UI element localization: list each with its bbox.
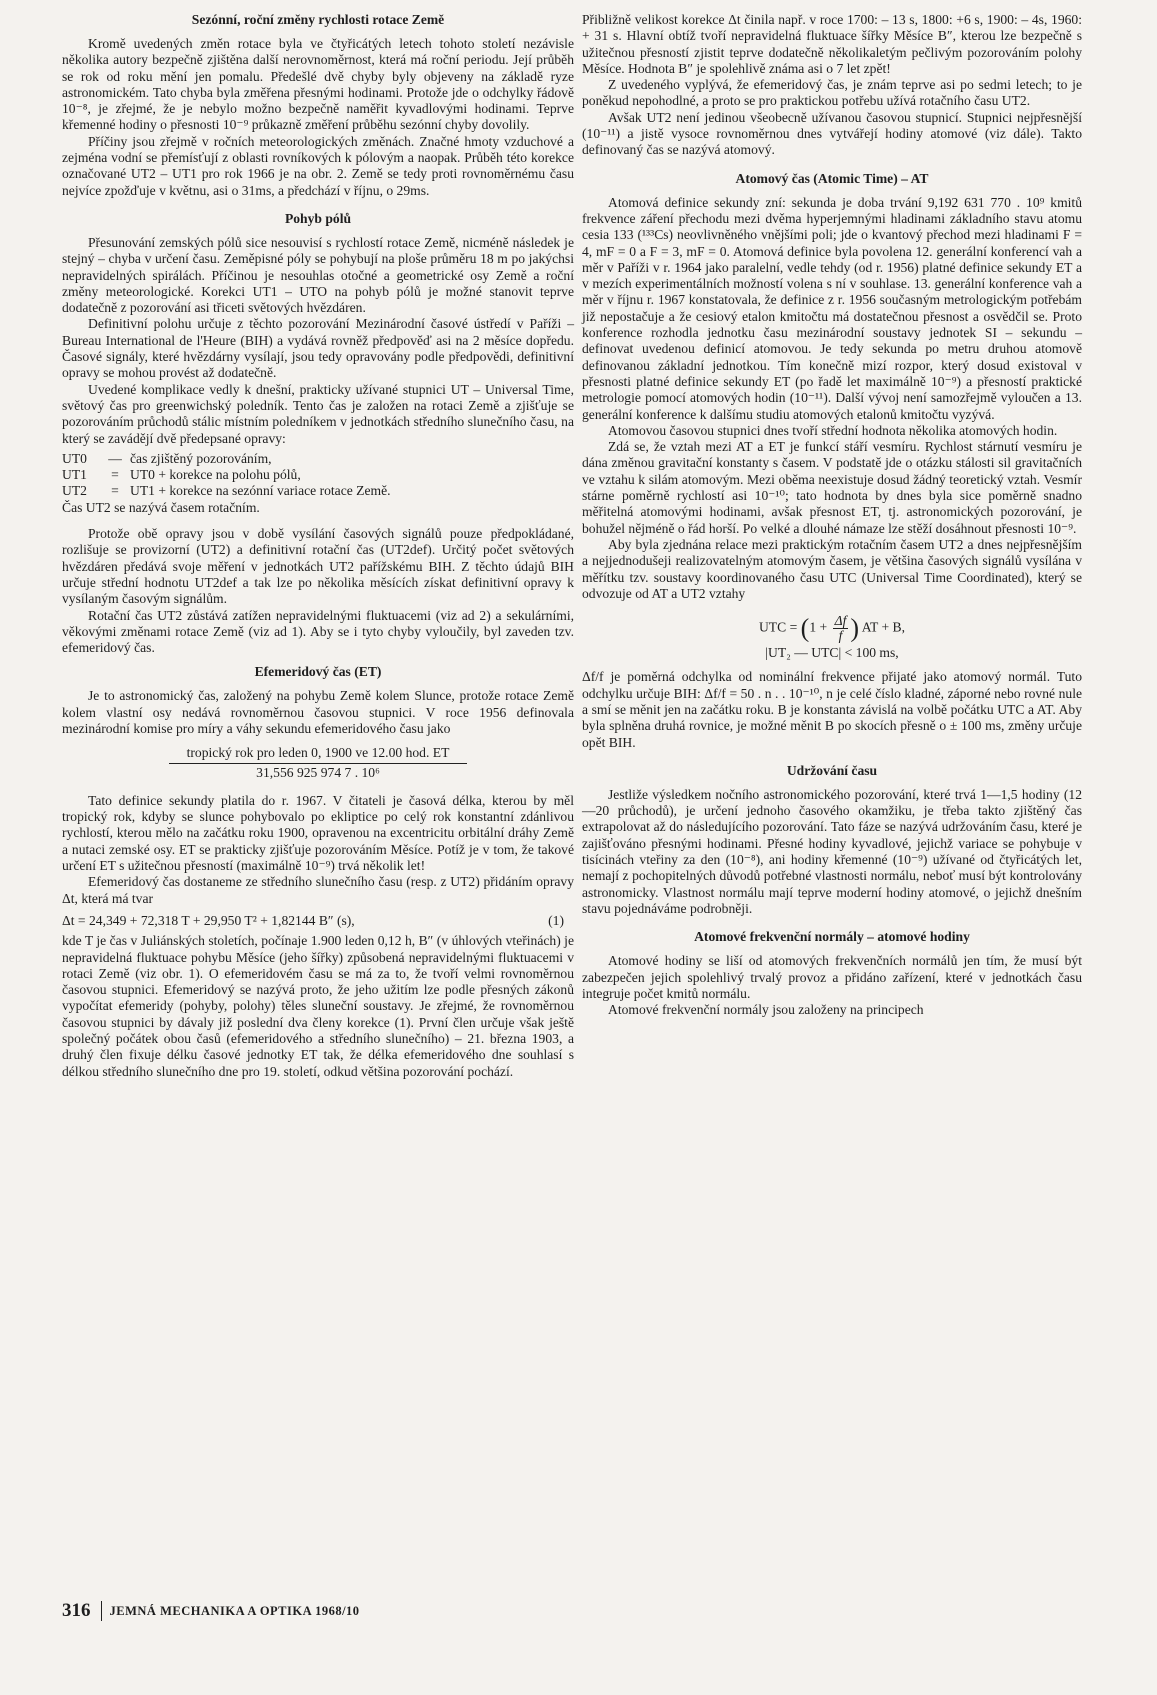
utc-equation: UTC = (1 + $\frac{\Delta f}{f}$ ) AT + B, (758, 613, 905, 644)
paragraph: Rotační čas UT2 zůstává zatížen nepravidelnými fluktuacemi (viz ad 2) a sekulárními, věkovými změnami rotace Země (viz ad 1). Aby se i tyto chyby vyloučily, byl zaveden tzv. efemeridový čas. (62, 607, 574, 656)
paragraph: Je to astronomický čas, založený na pohybu Země kolem Slunce, protože rotace Země kolem vlastní osy nedává rovnoměrnou časovou stupnici. V roce 1956 definovala mezinárodní komise pro míry a váhy sekundu efemeridového času jako (62, 688, 574, 736)
paragraph: Příčiny jsou zřejmě v ročních meteorologických změnách. Značné hmoty vzduchové a zejména vodní se přemísťují z oblasti rovníkových k pólovým a naopak. Průběh této korekce označované UT2 – UT1 pro rok 1966 je na obr. 2. Země se tedy proti rovnoměrnému času nejvíce zpožďuje v květnu, asi o 31ms, a předchází v říjnu, o 29ms. (62, 133, 574, 198)
paragraph: Atomové hodiny se liší od atomových frekvenčních normálů jen tím, že musí být zabezpečen jejich spolehlivý trvalý provoz a přidáno zařízení, které v jednotkách času integruje počet kmitů normálu. (582, 953, 1082, 1001)
list-tail: Čas UT2 se nazývá časem rotačním. (62, 499, 260, 515)
section-heading: Atomové frekvenční normály – atomové hodiny (694, 929, 970, 945)
delta-f-over-f: $\frac{\Delta f}{f}$ (834, 613, 847, 644)
utc-inequality: |UT₂ — UTC| < 100 ms, (765, 645, 899, 661)
page-number: 316 (62, 1600, 91, 1621)
right-column (582, 12, 1082, 1018)
journal-name: JEMNÁ MECHANIKA A OPTIKA 1968/10 (109, 1603, 360, 1618)
paragraph: Atomovou časovou stupnici dnes tvoří střední hodnota několika atomových hodin. (608, 422, 1058, 438)
paragraph: Aby byla zjednána relace mezi praktickým rotačním časem UT2 a dnes nejpřesnějším a nejjednodušeji realizovatelným atomovým časem, je většina časových signálů vysílána v měřítku tzv. soustavy koordinovaného času UTC (Universal Time Coordinated), který se odvozuje od AT a UT2 vztahy (582, 536, 1082, 601)
fraction-numerator: tropický rok pro leden 0, 1900 ve 12.00 hod. ET (169, 745, 468, 763)
left-column (62, 12, 574, 1080)
paragraph: Přesunování zemských pólů sice nesouvisí s rychlostí rotace Země, nicméně následek je stejný – chyba v určení času. Zeměpisné póly se pohybují na ploše průměru 18 m po jakýchsi nepravidelných spirálách. Příčinou je nesouhlas otočné a geometrické osy Země a roční změny meteorologické. Korekci UT1 – UTO na pohyb pólů je možné stanovit teprve dodatečně z pozorování asi třiceti světových hvězdáren. (62, 234, 574, 316)
paragraph: Přibližně velikost korekce Δt činila např. v roce 1700: – 13 s, 1800: +6 s, 1900: – 4s, 1960: + 31 s. Hlavní obtíž tvoří nepravidelná fluktuace šířky Měsíce B″, kterou lze bezpečně s užitečnou přesností zjistit teprve dodatečně několikaletým pečlivým pozorováním polohy Měsíce. Hodnota B″ je spolehlivě známa asi o 7 let zpět! (582, 12, 1082, 76)
paragraph: kde T je čas v Juliánských stoletích, počínaje 1.900 leden 0,12 h, B″ (v úhlových vteřinách) je nepravidelná fluktuace pohybu Měsíce (jeho šířky) způsobená nepravidelnými fluktuacemi v rotaci Země (viz obr. 1). O efemeridovém času se má za to, že tvoří velmi rovnoměrnou časovou stupnici. Efemeridový se nazývá proto, že jeho užitím lze podle přesných zákonů vypočítat efemeridy (pohyby, polohy) těles sluneční soustavy. Je zřejmé, že rovnoměrnou časovou stupnici by dávaly již poslední dva členy korekce (1). První člen určuje však ještě společný počátek obou časů (efemeridového a středního slunečního) – 21. března 1903, a druhý člen fixuje délku časové jednotky ET tak, že délka efemeridového dne souhlasí s délkou středního slunečního dne pro 19. století, odkud většina pozorování pochází. (62, 933, 574, 1079)
section-heading: Pohyb pólů (284, 210, 352, 226)
page-footer (62, 1600, 360, 1622)
footer-divider (101, 1601, 102, 1621)
formula-number: (1) (548, 912, 564, 928)
section-heading: Udržování času (786, 762, 878, 778)
list-item: UT2 = UT1 + korekce na sezónní variace rotace Země. (62, 483, 391, 499)
formula-expression: Δt = 24,349 + 72,318 T + 29,950 T² + 1,82144 B″ (s), (62, 912, 355, 928)
section-heading: Efemeridový čas (ET) (254, 664, 382, 680)
paragraph: Kromě uvedených změn rotace byla ve čtyřicátých letech tohoto století nezávisle několika autory bezpečně zjištěna další nerovnoměrnost, která má roční periodu. Její průběh se rok od roku mění jen pomalu. Předešlé dvě chyby byly objeveny na základě ryze astronomickém. Tato chyba byla změřena přesnými hodinami. Protože jde o odchylky řádově 10⁻⁸, je zřejmé, že je nebylo možno bezpečně naměřit kyvadlovými hodinami. Teprve křemenné hodiny o přesnosti 10⁻⁹ průkazně změření průběhu sezónní chyby dovolily. (62, 36, 574, 133)
paragraph: Δf/f je poměrná odchylka od nominální frekvence přijaté jako atomový normál. Tuto odchylku určuje BIH: Δf/f = 50 . n . . 10⁻¹⁰, n je celé číslo kladné, záporné nebo rovné nule a smí se měnit jen na začátku roku. B je konstanta závislá na volbě počátku UTC a AT. Aby byla splněna druhá rovnice, je možné měnit B po skocích přesně o ± 100 ms, změny určuje opět BIH. (582, 669, 1082, 750)
paragraph: Efemeridový čas dostaneme ze středního slunečního času (resp. z UT2) přidáním opravy Δt, která má tvar (62, 874, 574, 906)
second-definition-fraction (62, 745, 574, 781)
delta-t-formula (62, 913, 574, 929)
paragraph: Protože obě opravy jsou v době vysílání časových signálů pouze předpokládané, rozlišuje se provizorní (UT2) a definitivní rotační čas (UT2def). Určitý počet světových hvězdáren předává svoje měření v jednotkách UT2 pařížskému BIH. Z těchto údajů BIH určuje střední hodnotu UT2def a tak lze po několika měsících získat definitivní opravy k vysílaným časovým signálům. (62, 526, 574, 607)
paragraph: Atomová definice sekundy zní: sekunda je doba trvání 9,192 631 770 . 10⁹ kmitů frekvence záření přechodu mezi dvěma hyperjemnými hladinami základního stavu atomu cesia 133 (¹³³Cs) neovlivněného vnějšími poli; jde o kvantový přechod mezi hladinami F = 4, mF = 0 a F = 3, mF = 0. Atomová definice byla povolena 12. generální konferencí vah a měr v Paříži v r. 1964 jako paralelní, vedle tehdy (od r. 1956) platné definice sekundy ET a v mezích experimentálních možností volena s ní v souhlase. 13. generální konference vah a měr v říjnu r. 1967 konstatovala, že definice z r. 1956 současným metrologickým potřebám již nepostačuje a že cesiový etalon kmitočtu má dostatečnou přesnost a osvědčil se. Proto konference rozhodla jednotku času mezinárodní soustavy jednotek SI – sekundu – definovat uvedenou definicí atomovou. Je tedy sekunda po metru druhou atomově definovanou základní jednotkou. Tím konečně mizí rozpor, který dosud existoval v přesnosti platné definice sekundy ET (po řadě let maximálně 10⁻⁹) a přesností praktické metrologie pomocí atomových hodin (10⁻¹¹). Další vývoj není samozřejmě vyloučen a 13. generální konference k dalšímu studiu atomových etalonů kmitočtu vyzývá. (582, 194, 1082, 422)
paragraph: Avšak UT2 není jedinou všeobecně užívanou časovou stupnicí. Stupnici nejpřesnější (10⁻¹¹) a jistě vysoce rovnoměrnou dnes vytvářejí hodiny atomové (viz dále). Takto definovaný čas se nazývá atomový. (582, 109, 1082, 158)
paragraph: Jestliže výsledkem nočního astronomického pozorování, které trvá 1—1,5 hodiny (12—20 průchodů), je určení jednoho časového okamžiku, je třeba takto zjištěný čas extrapolovat až do následujícího pozorování. Tato fáze se nazývá udržováním času, které je zajišťováno přesnými hodinami. Přesné hodiny kyvadlové, jejichž variace se pohybuje v tisícinách vteřiny za den (10⁻⁸), ani hodiny křemenné (10⁻⁹) užívané od čtyřicátých let, nemají z pochopitelných důvodů potřebné vlastnosti normálu, neboť musí být kontrolovány astronomicky. Vlastnost normálu mají teprve moderní hodiny atomové, o jejichž dnešním stavu pojednáváme podrobněji. (582, 786, 1082, 916)
paragraph: Atomové frekvenční normály jsou založeny na principech (608, 1002, 924, 1018)
section-heading: Atomový čas (Atomic Time) – AT (735, 170, 929, 186)
paragraph: Definitivní polohu určuje z těchto pozorování Mezinárodní časové ústředí v Paříži – Bureau International de l'Heure (BIH) a vydává rovněž předpověď asi na 2 měsíce dopředu. Časové signály, které hvězdárny vysílají, jsou tedy opravovány podle předpovědi, definitivní opravy se mohou provést až dodatečně. (62, 316, 574, 381)
paragraph: Uvedené komplikace vedly k dnešní, prakticky užívané stupnici UT – Universal Time, světový čas pro greenwichský poledník. Tento čas je založen na rotaci Země a zjišťuje se pozorováním průchodů stálic místním poledníkem v jednotkách středního slunečního času, na který se zavádějí dvě předepsané opravy: (62, 381, 574, 446)
correction-list (62, 451, 574, 516)
paragraph: Tato definice sekundy platila do r. 1967. V čitateli je časová délka, kterou by měl tropický rok, kdyby se slunce pohybovalo po ekliptice po celý rok konstantní zdánlivou rychlostí, kterou mělo na začátku roku 1900, opravenou na excentricitu orbitální dráhy Země a nutaci zemské osy. ET se prakticky zjišťuje pozorováním Měsíce. Potíž je v tom, že takové určení ET s užitečnou přesností (maximálně 10⁻⁹) trvá několik let! (62, 792, 574, 874)
paragraph: Zdá se, že vztah mezi AT a ET je funkcí stáří vesmíru. Rychlost stárnutí vesmíru je dána změnou gravitační konstanty s časem. V podstatě jde o otázku stálosti sil gravitačních ve vztahu k silám atomovým. Mezi oběma neexistuje dosud žádný teoretický vztah. Vesmír stárne poměrně rychlostí asi 10⁻¹⁰; tato hodnota by dnes byla sice poměrně snadno měřitelná atomovými hodinami, avšak přesnost ET, tj. astronomických pozorování, je bohužel nějméně o řád horší. Po velké a dlouhé námaze lze stěží dosáhnout přesnosti 10⁻⁹. (582, 439, 1082, 536)
paragraph: Z uvedeného vyplývá, že efemeridový čas, je znám teprve asi po sedmi letech; to je poněkud nepohodlné, a proto se pro praktickou potřebu užívá rotačního času UT2. (582, 77, 1082, 109)
list-item: UT1 = UT0 + korekce na polohu pólů, (62, 467, 301, 483)
section-heading: Sezónní, roční změny rychlosti rotace Země (191, 12, 445, 27)
list-item: UT0 — čas zjištěný pozorováním, (62, 450, 272, 466)
fraction-denominator: 31,556 925 974 7 . 10⁶ (256, 764, 380, 780)
